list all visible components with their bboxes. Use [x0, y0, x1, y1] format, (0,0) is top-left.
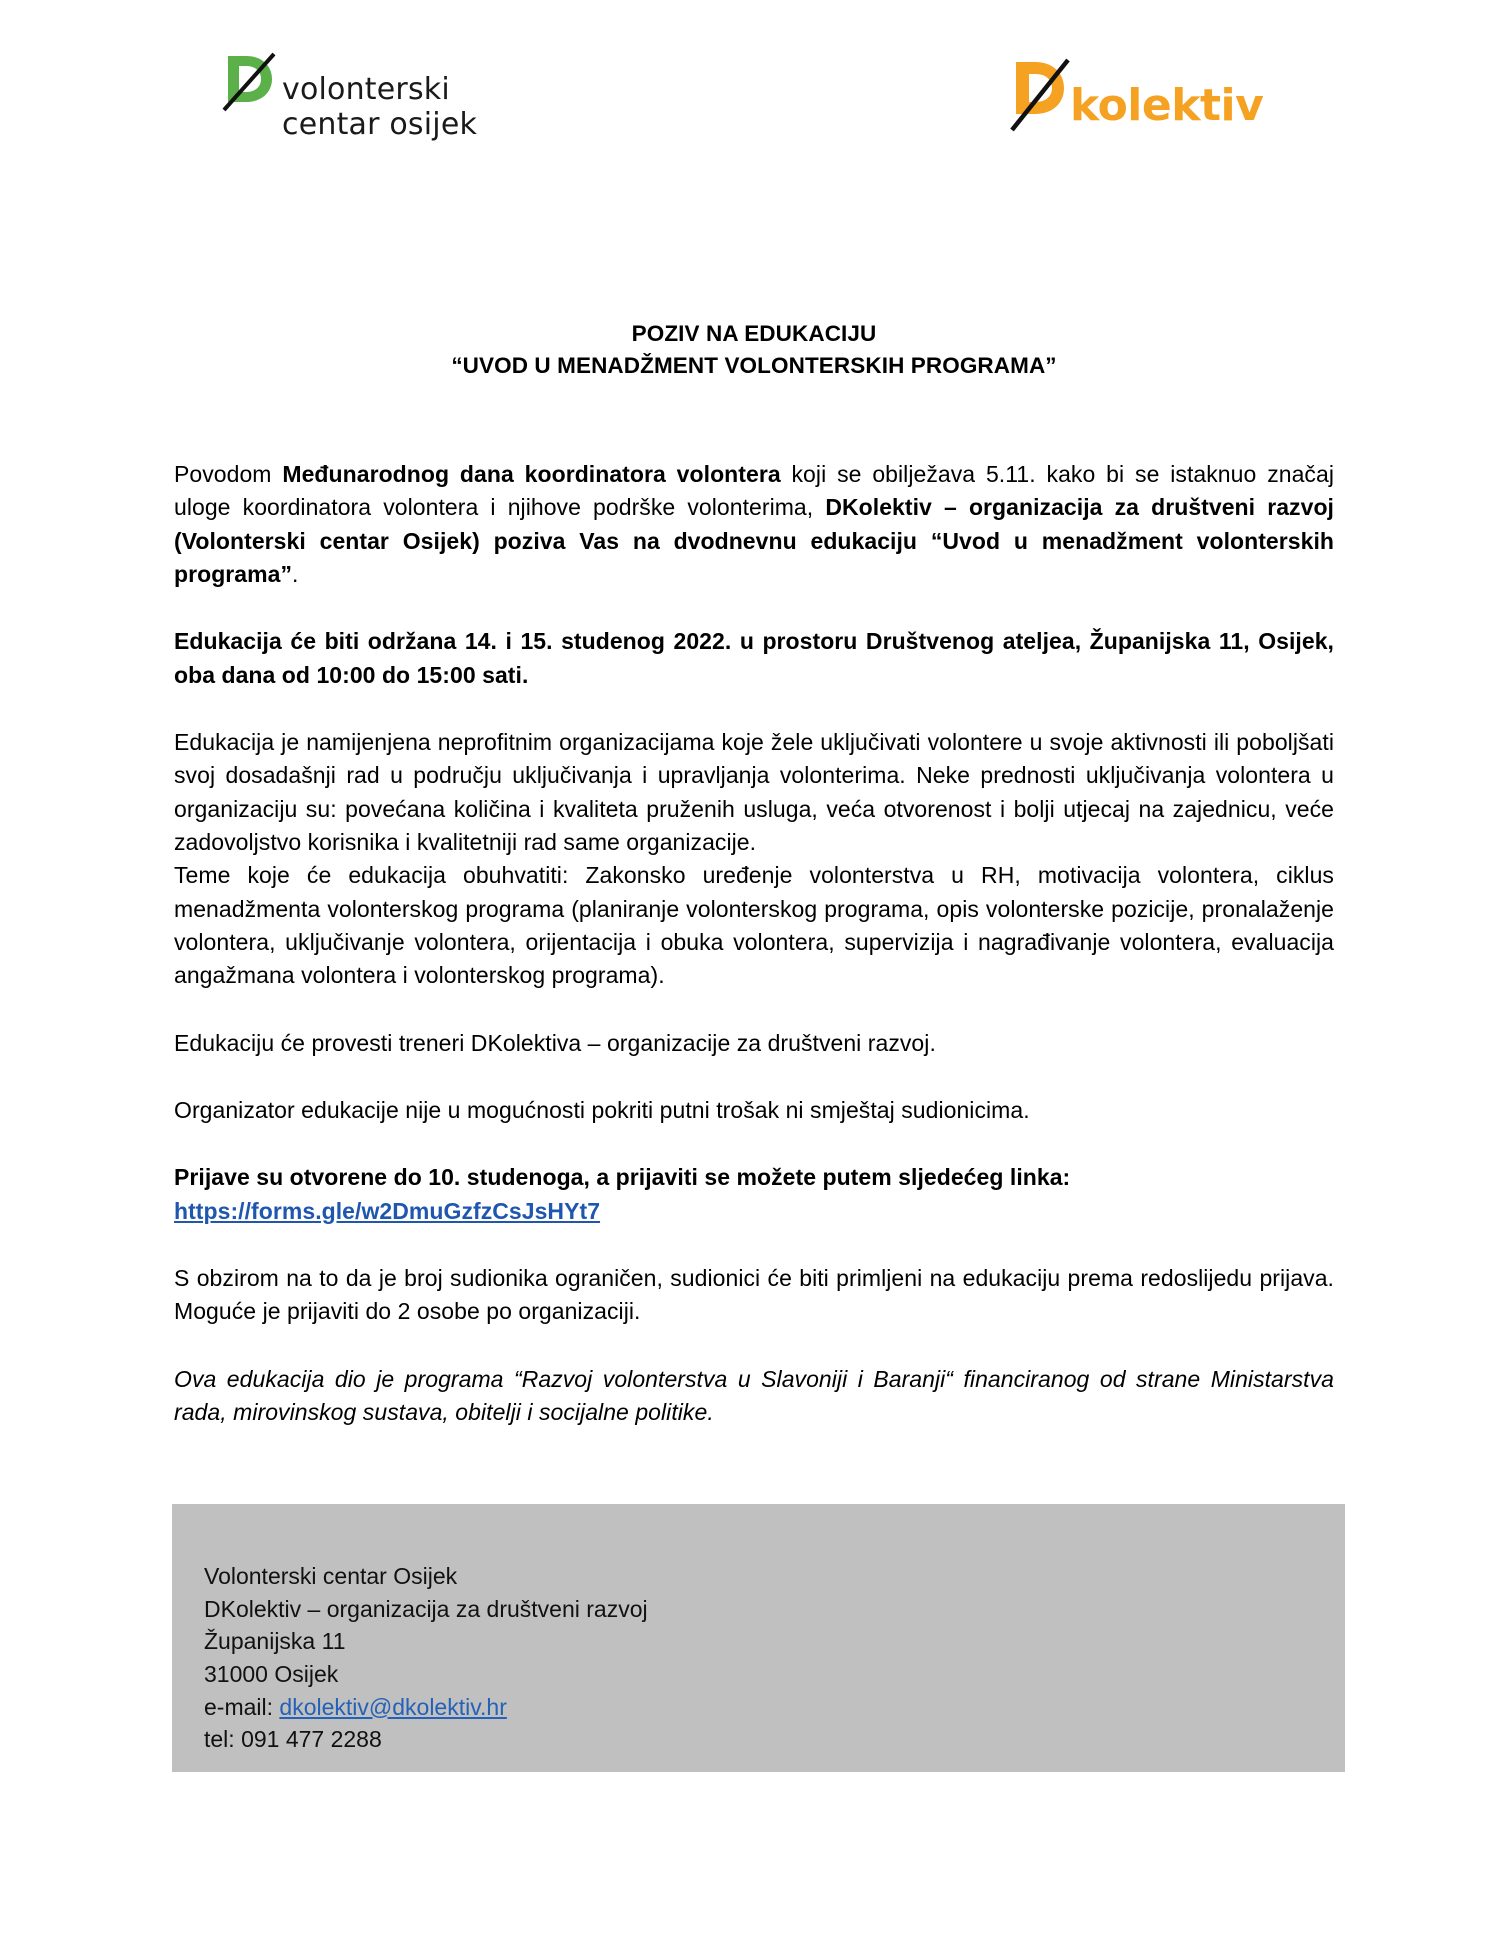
date-location-text: Edukacija će biti održana 14. i 15. studenog 2022. u prostoru Društvenog ateljea, Županijska 11, Osijek, oba dana od 10:00 do 15:00 sati.	[174, 628, 1334, 688]
applications-text: Prijave su otvorene do 10. studenoga, a prijaviti se možete putem sljedećeg linka:	[174, 1164, 1071, 1191]
contact-street: Županijska 11	[204, 1628, 346, 1655]
paragraph-capacity: S obzirom na to da je broj sudionika ograničen, sudionici će biti primljeni na edukaciju prema redoslijedu prijava. Moguće je prijaviti do 2 osobe po organizaciji.	[174, 1265, 1334, 1325]
logo-right-wordmark: kolektiv	[1070, 80, 1264, 131]
intro-text-e: .	[292, 560, 299, 587]
paragraph-audience: Edukacija je namijenjena neprofitnim organizacijama koje žele uključivati volontere u svoje aktivnosti ili poboljšati svoj dosadašnji rad u području uključivanja i upravljanja volonterima. Neke prednosti uključivanja volontera u organizaciju su: povećana količina i kvaliteta pruženih usluga, veća otvorenost i bolji utjecaj na zajednicu, veće zadovoljstvo korisnika i kvalitetniji rad same organizacije.	[174, 728, 1334, 855]
contact-phone: tel: 091 477 2288	[204, 1726, 382, 1753]
intro-bold-org: DKolektiv – organizacija za društveni razvoj (Volonterski centar Osijek) poziva Vas na dvodnevnu edukaciju “Uvod u menadžment volonterskih programa”	[174, 494, 1334, 587]
paragraph-applications	[174, 1161, 1334, 1194]
logo-left-line1: volonterski	[282, 72, 450, 107]
paragraph-topics: Teme koje će edukacija obuhvatiti: Zakonsko uređenje volonterstva u RH, motivacija volontera, ciklus menadžmenta volonterskog programa (planiranje volonterskog programa, opis volonterske pozicije, pronalaženje volontera, uključivanje volontera, orijentacija i obuka volontera, supervizija i nagrađivanje volontera, evaluacija angažmana volontera i volonterskog programa).	[174, 862, 1334, 989]
document-body	[174, 0, 1334, 1429]
contact-city: 31000 Osijek	[204, 1660, 339, 1687]
paragraph-trainers: Edukaciju će provesti treneri DKolektiva – organizacije za društveni razvoj.	[174, 1029, 936, 1056]
title-line-2: “UVOD U MENADŽMENT VOLONTERSKIH PROGRAMA”	[451, 352, 1057, 378]
intro-bold-day: Međunarodnog dana koordinatora volontera	[282, 460, 781, 487]
intro-text-c: koji se obilježava 5.11. kako bi se istaknuo značaj uloge koordinatora volontera i njihove podrške volonterima,	[174, 460, 1334, 521]
contact-org-name: Volonterski centar Osijek	[204, 1563, 458, 1589]
paragraph-date-location	[174, 625, 1334, 692]
paragraph-costs: Organizator edukacije nije u mogućnosti pokriti putni trošak ni smještaj sudionicima.	[174, 1097, 1030, 1124]
paragraph-funding: Ova edukacija dio je programa “Razvoj volonterstva u Slavoniji i Baranji“ financiranog od strane Ministarstva rada, mirovinskog sustava, obitelji i socijalne politike.	[174, 1365, 1334, 1426]
contact-email-label: e-mail:	[204, 1693, 280, 1720]
application-link-line	[174, 1195, 1334, 1228]
contact-info-box	[172, 1504, 1345, 1772]
application-form-link[interactable]: https://forms.gle/w2DmuGzfzCsJsHYt7	[174, 1197, 601, 1224]
contact-email-link[interactable]: dkolektiv@dkolektiv.hr	[279, 1693, 507, 1720]
page-title	[174, 318, 1334, 382]
logo-left-line2: centar osijek	[282, 107, 478, 143]
title-line-1: POZIV NA EDUKACIJU	[631, 321, 877, 346]
intro-text-a: Povodom	[174, 460, 283, 487]
contact-org-full: DKolektiv – organizacija za društveni razvoj	[204, 1595, 648, 1622]
contact-email-line	[204, 1691, 1345, 1724]
paragraph-intro	[174, 458, 1334, 591]
